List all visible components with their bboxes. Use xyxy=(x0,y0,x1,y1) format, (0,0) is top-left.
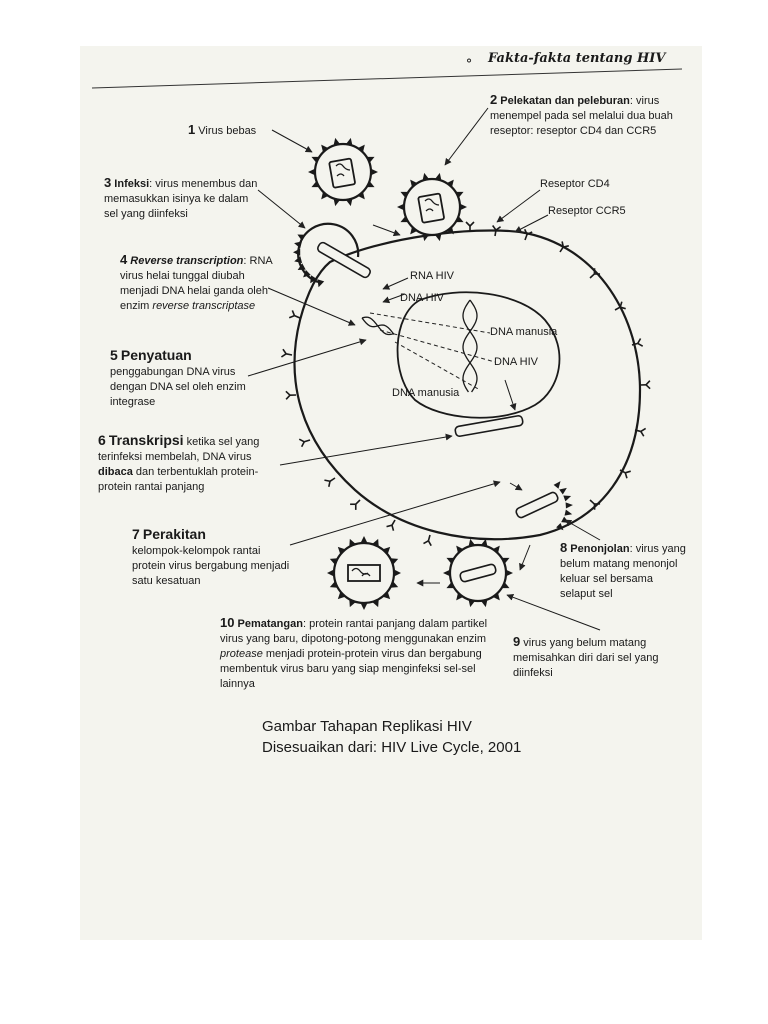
step-5-text: penggabungan DNA virus dengan DNA sel oleh enzim integrase xyxy=(110,366,246,408)
step-8: 8 Penonjolan: virus yang belum matang menonjol keluar sel bersama selaput sel xyxy=(560,540,686,600)
step-6-num: 6 xyxy=(98,432,106,448)
step-4-text-italic: reverse transcriptase xyxy=(152,300,256,312)
step-8-text: virus yang belum matang menonjol keluar sel bersama selaput sel xyxy=(560,543,686,600)
step-1-title: Virus bebas xyxy=(198,125,257,137)
caption-line-2: Disesuaikan dari: HIV Live Cycle, 2001 xyxy=(262,739,522,756)
label-dna-manusia-1: DNA manusia xyxy=(490,326,558,338)
label-receptor-ccr5: Reseptor CCR5 xyxy=(548,205,626,217)
protein-chain-8 xyxy=(515,491,559,519)
step-5-title: Penyatuan xyxy=(120,347,192,363)
host-cell xyxy=(295,230,640,539)
step-7 xyxy=(132,527,292,589)
cell-receptor-spikes xyxy=(281,222,650,546)
step-5 xyxy=(110,348,260,410)
label-dna-hiv-1: DNA HIV xyxy=(400,292,445,304)
step-9-num: 9 xyxy=(513,634,521,649)
step-1-num: 1 xyxy=(188,122,196,137)
step-9-text: virus yang belum matang memisahkan diri dari sel yang diinfeksi xyxy=(513,637,659,679)
virus-dna-helix xyxy=(362,317,394,334)
label-receptor-cd4: Reseptor CD4 xyxy=(540,178,610,190)
step-7-text: kelompok-kelompok rantai protein virus bergabung menjadi satu kesatuan xyxy=(132,545,290,587)
step-6-text-b: dan terbentuklah protein-protein rantai panjang xyxy=(98,466,259,493)
step-1 xyxy=(188,122,278,139)
dna-helix xyxy=(463,300,477,392)
step-2-num: 2 xyxy=(490,92,498,107)
label-rna-hiv: RNA HIV xyxy=(410,270,455,282)
virus-immature xyxy=(443,539,513,607)
step-6 xyxy=(98,433,288,495)
step-4-title: Reverse transcription xyxy=(130,255,244,267)
step-6-text-bold: dibaca xyxy=(98,466,133,478)
step-3-text: virus menembus dan memasukkan isinya ke dalam sel yang diinfeksi xyxy=(104,178,258,220)
step-4-num: 4 xyxy=(120,252,128,267)
step-10: 10 Pematangan: protein rantai panjang dalam partikel virus yang baru, dipotong-potong menggunakan enzim protease menjadi protein-protein virus dan bergabung membentuk virus baru yang siap menginfeksi sel-sel lainnya xyxy=(220,615,488,690)
label-dna-hiv-2: DNA HIV xyxy=(494,356,539,368)
step-8-num: 8 xyxy=(560,540,568,555)
step-2-text: virus menempel pada sel melalui dua buah reseptor: reseptor CD4 dan CCR5 xyxy=(490,95,673,137)
eye-icon: ⚬ xyxy=(464,54,475,68)
step-2-title: Pelekatan dan peleburan xyxy=(500,95,630,107)
rna-strand-3 xyxy=(316,241,371,279)
step-10-text-a: protein rantai panjang dalam partikel virus yang baru, dipotong-potong menggunakan enzim xyxy=(220,618,488,645)
virus-free xyxy=(308,138,378,206)
step-9 xyxy=(513,634,678,681)
figure-caption xyxy=(262,716,521,758)
step-3-num: 3 xyxy=(104,175,112,190)
step-10-num: 10 xyxy=(220,615,235,630)
step-8-title: Penonjolan xyxy=(570,543,630,555)
step-5-num: 5 xyxy=(110,347,118,363)
step-4-text: RNA virus helai tunggal diubah menjadi DNA helai ganda oleh enzim xyxy=(120,255,273,312)
step-6-title: Transkripsi xyxy=(108,432,184,448)
step-7-title: Perakitan xyxy=(142,526,206,542)
step-2: 2 Pelekatan dan peleburan: virus menempel pada sel melalui dua buah reseptor: reseptor CD4 dan CCR5 xyxy=(490,92,673,137)
step-6-text-a: ketika sel yang terinfeksi membelah, DNA virus xyxy=(98,436,260,463)
step-3: 3 Infeksi: virus menembus dan memasukkan isinya ke dalam sel yang diinfeksi xyxy=(104,175,258,220)
step-7-num: 7 xyxy=(132,526,140,542)
step-10-title: Pematangan xyxy=(237,618,303,630)
header-title: Fakta-fakta tentang HIV xyxy=(488,51,666,66)
caption-line-1: Gambar Tahapan Replikasi HIV xyxy=(262,718,472,735)
label-dna-manusia-2: DNA manusia xyxy=(392,387,460,399)
step-4: 4 Reverse transcription: RNA virus helai tunggal diubah menjadi DNA helai ganda oleh enzim reverse transcriptase xyxy=(120,252,273,312)
step-3-title: Infeksi xyxy=(114,178,150,190)
step-10-text-b: menjadi protein-protein virus dan bergabung membentuk virus baru yang siap menginfeksi sel-sel lainnya xyxy=(220,648,482,690)
step-10-text-italic: protease xyxy=(220,648,263,660)
header-rule xyxy=(92,69,682,88)
virus-mature xyxy=(327,536,401,610)
